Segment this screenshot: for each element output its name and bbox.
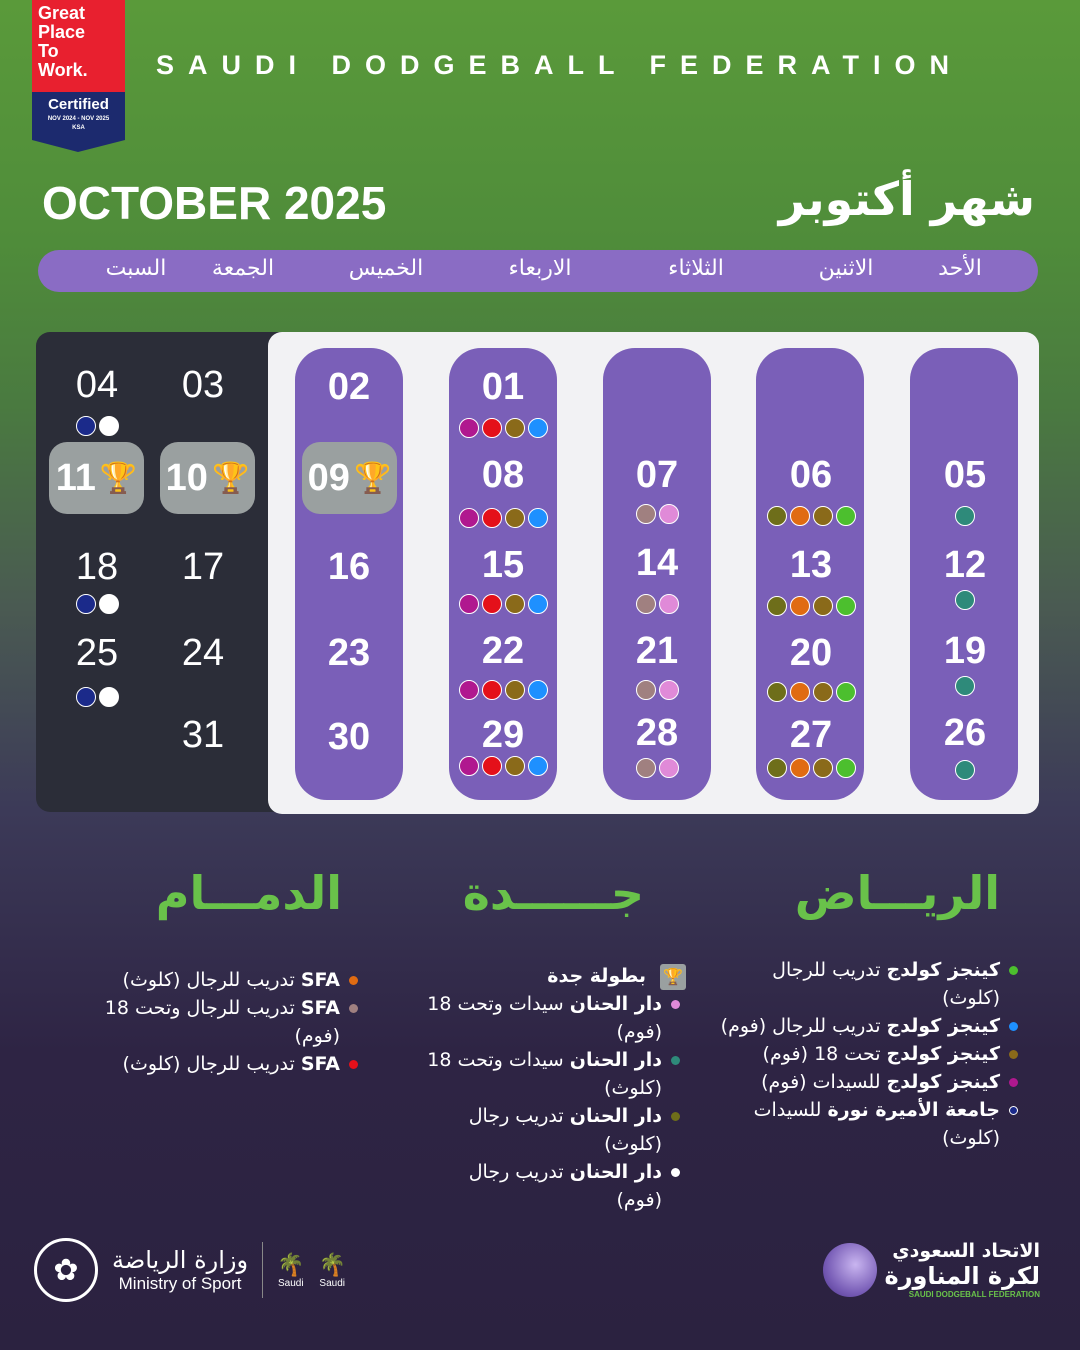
ministry-name-ar: وزارة الرياضة — [112, 1246, 249, 1274]
legend-dot — [1009, 966, 1018, 975]
dot — [482, 594, 502, 614]
legend-venue: بطولة جدة — [547, 965, 646, 987]
date-cell: 21 — [635, 630, 679, 672]
federation-name-ar2: لكرة المناورة — [884, 1262, 1040, 1290]
dot — [955, 590, 975, 610]
dot — [790, 758, 810, 778]
dot — [813, 758, 833, 778]
legend-venue: دار الحنان — [569, 993, 662, 1015]
day-thu: الخميس — [348, 256, 424, 281]
dot — [636, 680, 656, 700]
dot — [636, 594, 656, 614]
legend-riyadh — [718, 956, 1018, 1152]
dot — [659, 758, 679, 778]
month-title-en: OCTOBER 2025 — [42, 177, 387, 229]
dot — [636, 504, 656, 524]
date-cell: 14 — [635, 542, 679, 584]
date-dots — [905, 760, 1025, 780]
legend-venue: SFA — [300, 997, 340, 1019]
saudi-label: Saudi — [319, 1277, 345, 1289]
date-dots — [751, 682, 871, 702]
date-number: 11 — [55, 456, 96, 499]
dot — [459, 508, 479, 528]
legend-item — [718, 1040, 1018, 1068]
badge-certified: Certified — [48, 96, 109, 113]
tournament-date — [49, 442, 144, 514]
badge-country: KSA — [72, 125, 85, 131]
legend-item — [68, 966, 358, 994]
ministry-name — [112, 1246, 248, 1294]
saudi-label: Saudi — [278, 1277, 304, 1289]
legend-text: تدريب للرجال (كلوث) — [772, 959, 1000, 1009]
date-cell: 05 — [943, 454, 987, 496]
date-cell: 22 — [481, 630, 525, 672]
date-cell: 01 — [481, 366, 525, 408]
legend-dot — [671, 1168, 680, 1177]
dot — [790, 596, 810, 616]
legend-venue: كينجز كولدج — [886, 959, 1000, 981]
legend-venue: دار الحنان — [569, 1049, 662, 1071]
date-cell: 26 — [943, 712, 987, 754]
legend-item — [718, 956, 1018, 1012]
legend-text: تحت 18 (فوم) — [762, 1043, 887, 1065]
city-jeddah: جــــــدة — [462, 866, 644, 920]
legend-item — [420, 1158, 680, 1214]
ministry-name-en: Ministry of Sport — [118, 1274, 242, 1293]
legend-venue: كينجز كولدج — [886, 1071, 1000, 1093]
legend-item — [420, 962, 683, 990]
dot — [505, 594, 525, 614]
date-dots — [443, 508, 563, 528]
dot — [836, 682, 856, 702]
legend-item — [420, 990, 680, 1046]
divider — [262, 1242, 263, 1298]
date-cell: 08 — [481, 454, 525, 496]
dot — [505, 508, 525, 528]
dot — [459, 418, 479, 438]
federation-name-en: SAUDI DODGEBALL FEDERATION — [908, 1290, 1040, 1299]
date-dots — [597, 758, 717, 778]
dot — [813, 506, 833, 526]
dot — [505, 418, 525, 438]
date-dots — [751, 758, 871, 778]
badge-line: To — [38, 41, 59, 61]
legend-text: تدريب للرجال (كلوث) — [122, 969, 301, 991]
dot — [955, 676, 975, 696]
day-sat: السبت — [105, 256, 167, 281]
legend-dot — [671, 1056, 680, 1065]
date-cell: 24 — [181, 632, 225, 674]
date-cell: 25 — [75, 632, 119, 674]
trophy-icon: 🏆 — [99, 460, 138, 496]
legend-item — [718, 1096, 1018, 1152]
federation-name-ar: الاتحاد السعودي — [892, 1240, 1040, 1262]
day-sun: الأحد — [938, 256, 982, 281]
date-cell: 30 — [327, 716, 371, 758]
legend-dammam — [68, 966, 358, 1078]
legend-dot — [671, 1000, 680, 1009]
legend-item — [68, 1050, 358, 1078]
legend-dot — [1009, 1022, 1018, 1031]
legend-venue: SFA — [300, 969, 340, 991]
date-dots — [37, 687, 157, 707]
dot — [528, 508, 548, 528]
dot — [659, 504, 679, 524]
date-cell: 19 — [943, 630, 987, 672]
dot — [459, 680, 479, 700]
palm-icon: 🌴 — [318, 1251, 346, 1277]
ministry-emblem-icon: ✿ — [34, 1238, 98, 1302]
legend-text: تدريب للرجال وتحت 18 (فوم) — [104, 997, 340, 1047]
city-riyadh: الريـــاض — [794, 866, 1000, 920]
date-cell: 28 — [635, 712, 679, 754]
month-title-ar: شهر أكتوبر — [778, 172, 1035, 226]
date-cell: 13 — [789, 544, 833, 586]
dot — [459, 756, 479, 776]
saudi-paralympic-logo — [277, 1252, 304, 1289]
legend-venue: SFA — [300, 1053, 340, 1075]
date-cell: 07 — [635, 454, 679, 496]
legend-venue: جامعة الأميرة نورة — [827, 1099, 1000, 1121]
dot — [76, 687, 96, 707]
dot — [767, 758, 787, 778]
legend-text: سيدات وتحت 18 (كلوث) — [427, 1049, 662, 1099]
dot — [482, 756, 502, 776]
date-dots — [597, 594, 717, 614]
legend-text: تدريب للرجال (كلوث) — [122, 1053, 301, 1075]
date-dots — [597, 504, 717, 524]
date-dots — [443, 756, 563, 776]
date-dots — [597, 680, 717, 700]
date-cell: 18 — [75, 546, 119, 588]
date-dots — [443, 680, 563, 700]
dodgeball-logo-icon — [823, 1243, 877, 1297]
date-cell: 23 — [327, 632, 371, 674]
date-dots — [751, 596, 871, 616]
day-tue: الثلاثاء — [668, 256, 724, 281]
dot — [505, 680, 525, 700]
dot — [767, 506, 787, 526]
legend-text: للسيدات (فوم) — [761, 1071, 887, 1093]
dot — [482, 418, 502, 438]
federation-logo-text — [885, 1240, 1040, 1299]
saudi-olympic-logo — [319, 1252, 346, 1289]
tournament-date — [160, 442, 255, 514]
dot — [528, 680, 548, 700]
legend-text: تدريب رجال (كلوث) — [468, 1105, 662, 1155]
legend-venue: كينجز كولدج — [886, 1043, 1000, 1065]
dot — [99, 416, 119, 436]
dot — [813, 682, 833, 702]
date-cell: 03 — [181, 364, 225, 406]
legend-dot — [349, 1004, 358, 1013]
badge-red-part — [32, 0, 125, 92]
badge-dates: NOV 2024 - NOV 2025 — [47, 116, 110, 122]
dot — [659, 680, 679, 700]
federation-logo — [823, 1240, 1040, 1299]
legend-venue: كينجز كولدج — [886, 1015, 1000, 1037]
legend-item — [420, 1102, 680, 1158]
date-dots — [905, 590, 1025, 610]
date-cell: 29 — [481, 714, 525, 756]
date-cell: 17 — [181, 546, 225, 588]
date-dots — [37, 416, 157, 436]
legend-text: تدريب للرجال (فوم) — [720, 1015, 887, 1037]
trophy-icon: 🏆 — [211, 460, 250, 496]
badge-line: Place — [38, 22, 86, 42]
date-cell: 16 — [327, 546, 371, 588]
dot — [790, 682, 810, 702]
badge-tip — [32, 140, 125, 152]
date-cell: 12 — [943, 544, 987, 586]
dot — [76, 416, 96, 436]
date-dots — [751, 506, 871, 526]
date-cell: 02 — [327, 366, 371, 408]
day-mon: الاثنين — [818, 256, 874, 281]
legend-dot — [349, 1060, 358, 1069]
dot — [955, 760, 975, 780]
dot — [836, 506, 856, 526]
dot — [76, 594, 96, 614]
dot — [528, 418, 548, 438]
dot — [482, 508, 502, 528]
dot — [99, 594, 119, 614]
legend-dot — [671, 1112, 680, 1121]
day-wed: الاربعاء — [508, 256, 572, 281]
dot — [99, 687, 119, 707]
dot — [505, 756, 525, 776]
date-number: 10 — [165, 456, 208, 499]
federation-name: SAUDI DODGEBALL FEDERATION — [156, 50, 964, 80]
legend-text: للسيدات (كلوث) — [753, 1099, 1000, 1149]
day-fri: الجمعة — [211, 256, 275, 281]
legend-item — [68, 994, 358, 1050]
legend-venue: دار الحنان — [569, 1161, 662, 1183]
date-cell: 31 — [181, 714, 225, 756]
dot — [767, 596, 787, 616]
dot — [659, 594, 679, 614]
dot — [459, 594, 479, 614]
legend-dot — [1009, 1078, 1018, 1087]
date-dots — [443, 594, 563, 614]
tournament-date — [302, 442, 397, 514]
date-cell: 04 — [75, 364, 119, 406]
legend-text: سيدات وتحت 18 (فوم) — [427, 993, 662, 1043]
trophy-icon: 🏆 — [353, 460, 392, 496]
dot — [790, 506, 810, 526]
ministry-logos — [34, 1238, 346, 1302]
badge-line: Great — [38, 3, 86, 23]
great-place-to-work-badge — [32, 0, 125, 152]
dot — [528, 756, 548, 776]
legend-jeddah — [420, 962, 683, 1214]
dot — [482, 680, 502, 700]
legend-dot — [1009, 1050, 1018, 1059]
legend-venue: دار الحنان — [569, 1105, 662, 1127]
date-dots — [905, 506, 1025, 526]
dot — [528, 594, 548, 614]
legend-text: تدريب رجال (فوم) — [468, 1161, 662, 1211]
legend-item — [718, 1068, 1018, 1096]
dot — [767, 682, 787, 702]
date-dots — [905, 676, 1025, 696]
trophy-icon: 🏆 — [660, 964, 686, 990]
date-dots — [37, 594, 157, 614]
palm-icon: 🌴 — [277, 1251, 305, 1277]
weekday-header — [38, 250, 1038, 292]
date-dots — [443, 418, 563, 438]
date-cell: 20 — [789, 632, 833, 674]
dot — [636, 758, 656, 778]
date-number: 09 — [307, 456, 350, 499]
legend-dot — [349, 976, 358, 985]
badge-blue-part — [32, 92, 125, 140]
dot — [955, 506, 975, 526]
date-cell: 27 — [789, 714, 833, 756]
badge-line: Work. — [38, 60, 88, 80]
legend-item — [718, 1012, 1018, 1040]
date-cell: 06 — [789, 454, 833, 496]
city-dammam: الدمـــام — [155, 866, 342, 920]
legend-dot — [1009, 1106, 1018, 1115]
date-cell: 15 — [481, 544, 525, 586]
dot — [836, 758, 856, 778]
dot — [813, 596, 833, 616]
dot — [836, 596, 856, 616]
legend-item — [420, 1046, 680, 1102]
